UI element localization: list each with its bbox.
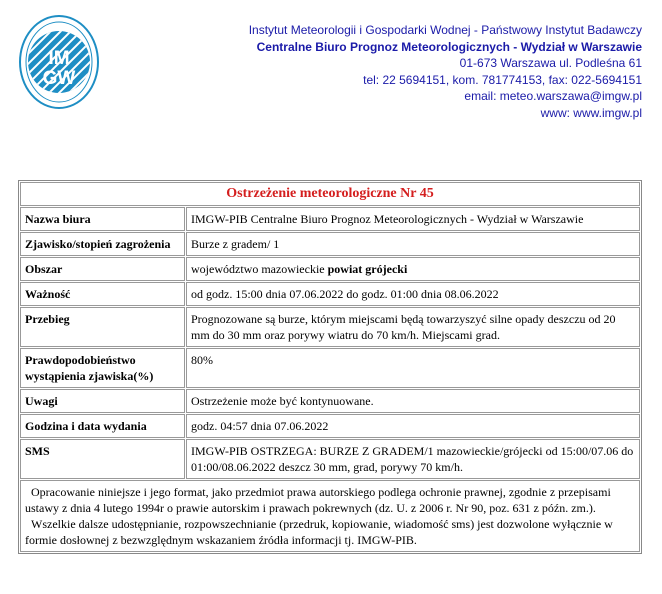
imgw-logo [18,14,100,110]
logo-text-top: IM [48,48,70,69]
table-row [20,307,640,347]
institute-header [249,22,642,121]
logo-text-bottom: GW [42,68,76,89]
row-label: Prawdopodobieństwo wystąpienia zjawiska(%) [20,348,185,388]
row-value [186,257,640,281]
table-row [20,348,640,388]
row-label: Nazwa biura [20,207,185,231]
row-label: Zjawisko/stopień zagrożenia [20,232,185,256]
row-label: Ważność [20,282,185,306]
table-row [20,207,640,231]
row-label: SMS [20,439,185,479]
institute-name: Instytut Meteorologii i Gospodarki Wodnej - Państwowy Instytut Badawczy [248,23,642,37]
table-row [20,282,640,306]
row-value: godz. 04:57 dnia 07.06.2022 [186,414,640,438]
row-label: Przebieg [20,307,185,347]
copyright-note [20,480,640,552]
copyright-text: Opracowanie niniejsze i jego format, jako przedmiot prawa autorskiego podlega ochronie prawnej, zgodnie z przepisami ustawy z dnia 4 lutego 1994r o prawie autorskim i prawach pokrewnych (dz. U. z 2006 r. Nr 90, poz. 631 z późn. zm.). [25,485,611,515]
distribution-text: Wszelkie dalsze udostępnianie, rozpowszechnianie (przedruk, kopiowanie, wiadomość sms) jest dozwolone wyłącznie w formie dosłownej z bezwzględnym wskazaniem źródła informacji tj. IMGW-PIB. [25,517,613,547]
table-row [20,414,640,438]
row-value: Burze z gradem/ 1 [186,232,640,256]
table-row [20,389,640,413]
row-label: Uwagi [20,389,185,413]
row-value: 80% [186,348,640,388]
warning-title: Ostrzeżenie meteorologiczne Nr 45 [20,182,640,206]
office-name: Centralne Biuro Prognoz Meteorologicznych - Wydział w Warszawie [256,39,642,54]
table-row [20,257,640,281]
row-value: IMGW-PIB OSTRZEGA: BURZE Z GRADEM/1 mazowieckie/grójecki od 15:00/07.06 do 01:00/08.06.2022 deszcz 30 mm, grad, porywy 70 km/h. [186,439,640,479]
row-value: Prognozowane są burze, którym miejscami będą towarzyszyć silne opady deszczu od 20 mm do 30 mm oraz porywy wiatru do 70 km/h. Miejscami grad. [186,307,640,347]
warning-table [18,180,642,554]
website: www: www.imgw.pl [540,105,642,120]
region-name: województwo mazowieckie [191,262,325,276]
phone: tel: 22 5694151, kom. 781774153, fax: 022-5694151 [363,72,642,87]
email: email: meteo.warszawa@imgw.pl [464,89,642,103]
row-value: Ostrzeżenie może być kontynuowane. [186,389,640,413]
row-value: od godz. 15:00 dnia 07.06.2022 do godz. 01:00 dnia 08.06.2022 [186,282,640,306]
row-label: Obszar [20,257,185,281]
district-name: powiat grójecki [327,262,408,276]
table-row [20,439,640,479]
row-label: Godzina i data wydania [20,414,185,438]
address: 01-673 Warszawa ul. Podleśna 61 [459,56,642,70]
row-value: IMGW-PIB Centralne Biuro Prognoz Meteorologicznych - Wydział w Warszawie [186,207,640,231]
table-row [20,232,640,256]
